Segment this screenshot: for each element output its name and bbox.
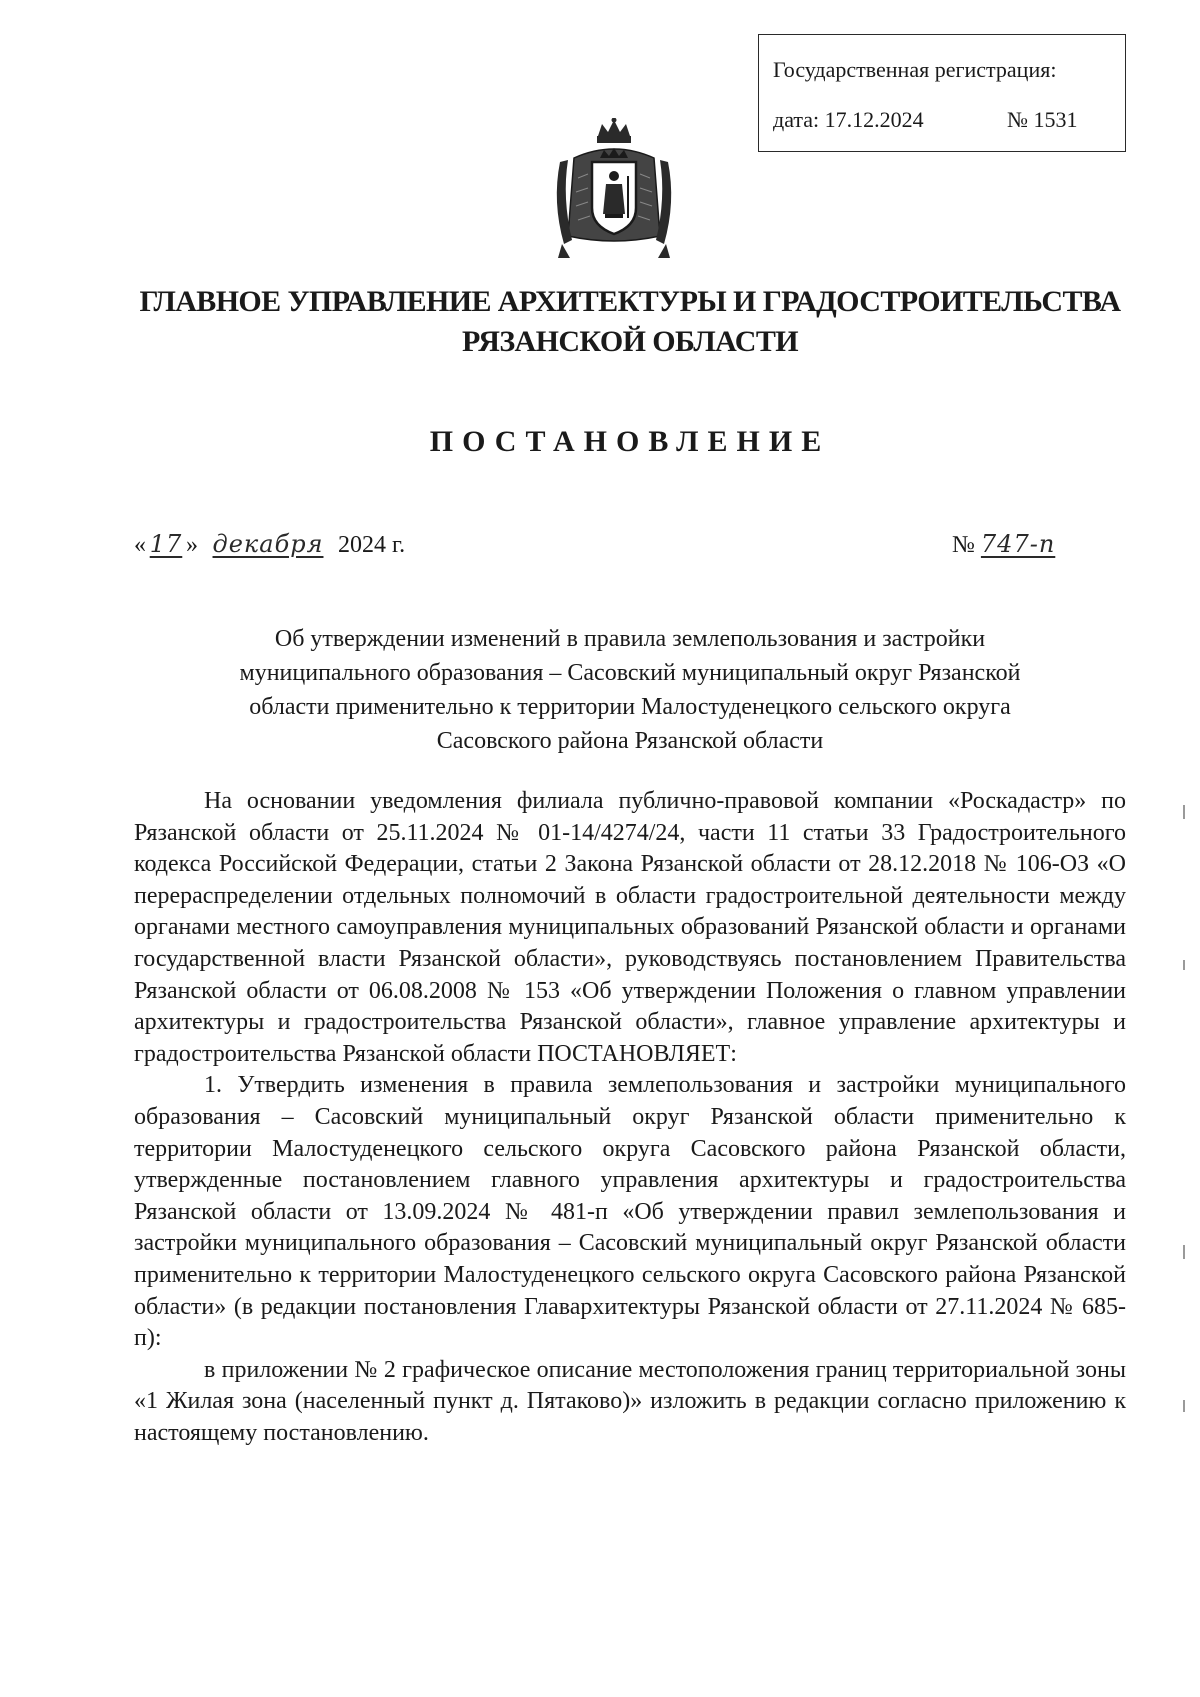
scan-edge-mark — [1183, 960, 1185, 970]
document-subject — [134, 622, 1126, 758]
date-month: декабря — [212, 530, 324, 558]
subject-line-3: области применительно к территории Малостуденецкого сельского округа — [249, 694, 1011, 720]
registration-date: дата: 17.12.2024 — [773, 107, 924, 132]
subject-line-2: муниципального образования – Сасовский муниципальный округ Рязанской — [239, 660, 1021, 686]
ryazan-coat-of-arms-icon — [548, 118, 680, 262]
organization-name — [0, 282, 1200, 362]
subject-line-4: Сасовского района Рязанской области — [436, 728, 824, 754]
item-1-subparagraph: в приложении № 2 графическое описание местоположения границ территориальной зоны «1 Жилая зона (населенный пункт д. Пятаково)» изложить в редакции согласно приложению к настоящему постановлению. — [134, 1356, 1126, 1446]
subject-line-1: Об утверждении изменений в правила землепользования и застройки — [274, 626, 986, 652]
item-1-paragraph: 1. Утвердить изменения в правила землепользования и застройки муниципального образования – Сасовский муниципальный округ Рязанской области применительно к территории Малостуденецкого сельского округа Сасовского района Рязанской области, утвержденные постановлением главного управления архитектуры и градостроительства Рязанской области от 13.09.2024 № 481-п «Об утверждении правил землепользования и застройки муниципального образования – Сасовский муниципальный округ Рязанской области применительно к территории Малостуденецкого сельского округа Сасовского района Рязанской области» (в редакции постановления Главархитектуры Рязанской области от 27.11.2024 № 685-п): — [134, 1072, 1126, 1352]
document-body — [134, 786, 1126, 1449]
number-prefix: № — [952, 532, 975, 558]
registration-title: Государственная регистрация: — [773, 57, 1057, 82]
date-year: 2024 г. — [338, 532, 406, 558]
date-close-quote: » — [186, 532, 198, 558]
scan-edge-mark — [1183, 1400, 1185, 1412]
preamble-paragraph: На основании уведомления филиала публично-правовой компании «Роскадастр» по Рязанской области от 25.11.2024 № 01-14/4274/24, части 11 статьи 33 Градостроительного кодекса Российской Федерации, статьи 2 Закона Рязанской области от 28.12.2018 № 106-ОЗ «О перераспределении отдельных полномочий в области градостроительной деятельности между органами местного самоуправления муниципальных образований Рязанской области и органами государственной власти Рязанской области», руководствуясь постановлением Правительства Рязанской области от 06.08.2008 № 153 «Об утверждении Положения о главном управлении архитектуры и градостроительства Рязанской области», главное управление архитектуры и градостроительства Рязанской области ПОСТАНОВЛЯЕТ: — [134, 788, 1126, 1067]
document-date — [134, 530, 405, 559]
scan-edge-mark — [1183, 1245, 1185, 1259]
registration-number: № 1531 — [1007, 107, 1078, 132]
registration-stamp — [758, 34, 1126, 152]
organization-line-2: РЯЗАНСКОЙ ОБЛАСТИ — [462, 325, 798, 358]
date-day: 17 — [149, 530, 183, 558]
organization-line-1: ГЛАВНОЕ УПРАВЛЕНИЕ АРХИТЕКТУРЫ И ГРАДОСТРОИТЕЛЬСТВА — [139, 285, 1121, 318]
number-value: 747-п — [980, 530, 1056, 558]
scan-edge-mark — [1183, 805, 1185, 819]
document-type: ПОСТАНОВЛЕНИЕ — [429, 425, 831, 458]
date-open-quote: « — [134, 532, 146, 558]
document-number — [952, 530, 1101, 559]
